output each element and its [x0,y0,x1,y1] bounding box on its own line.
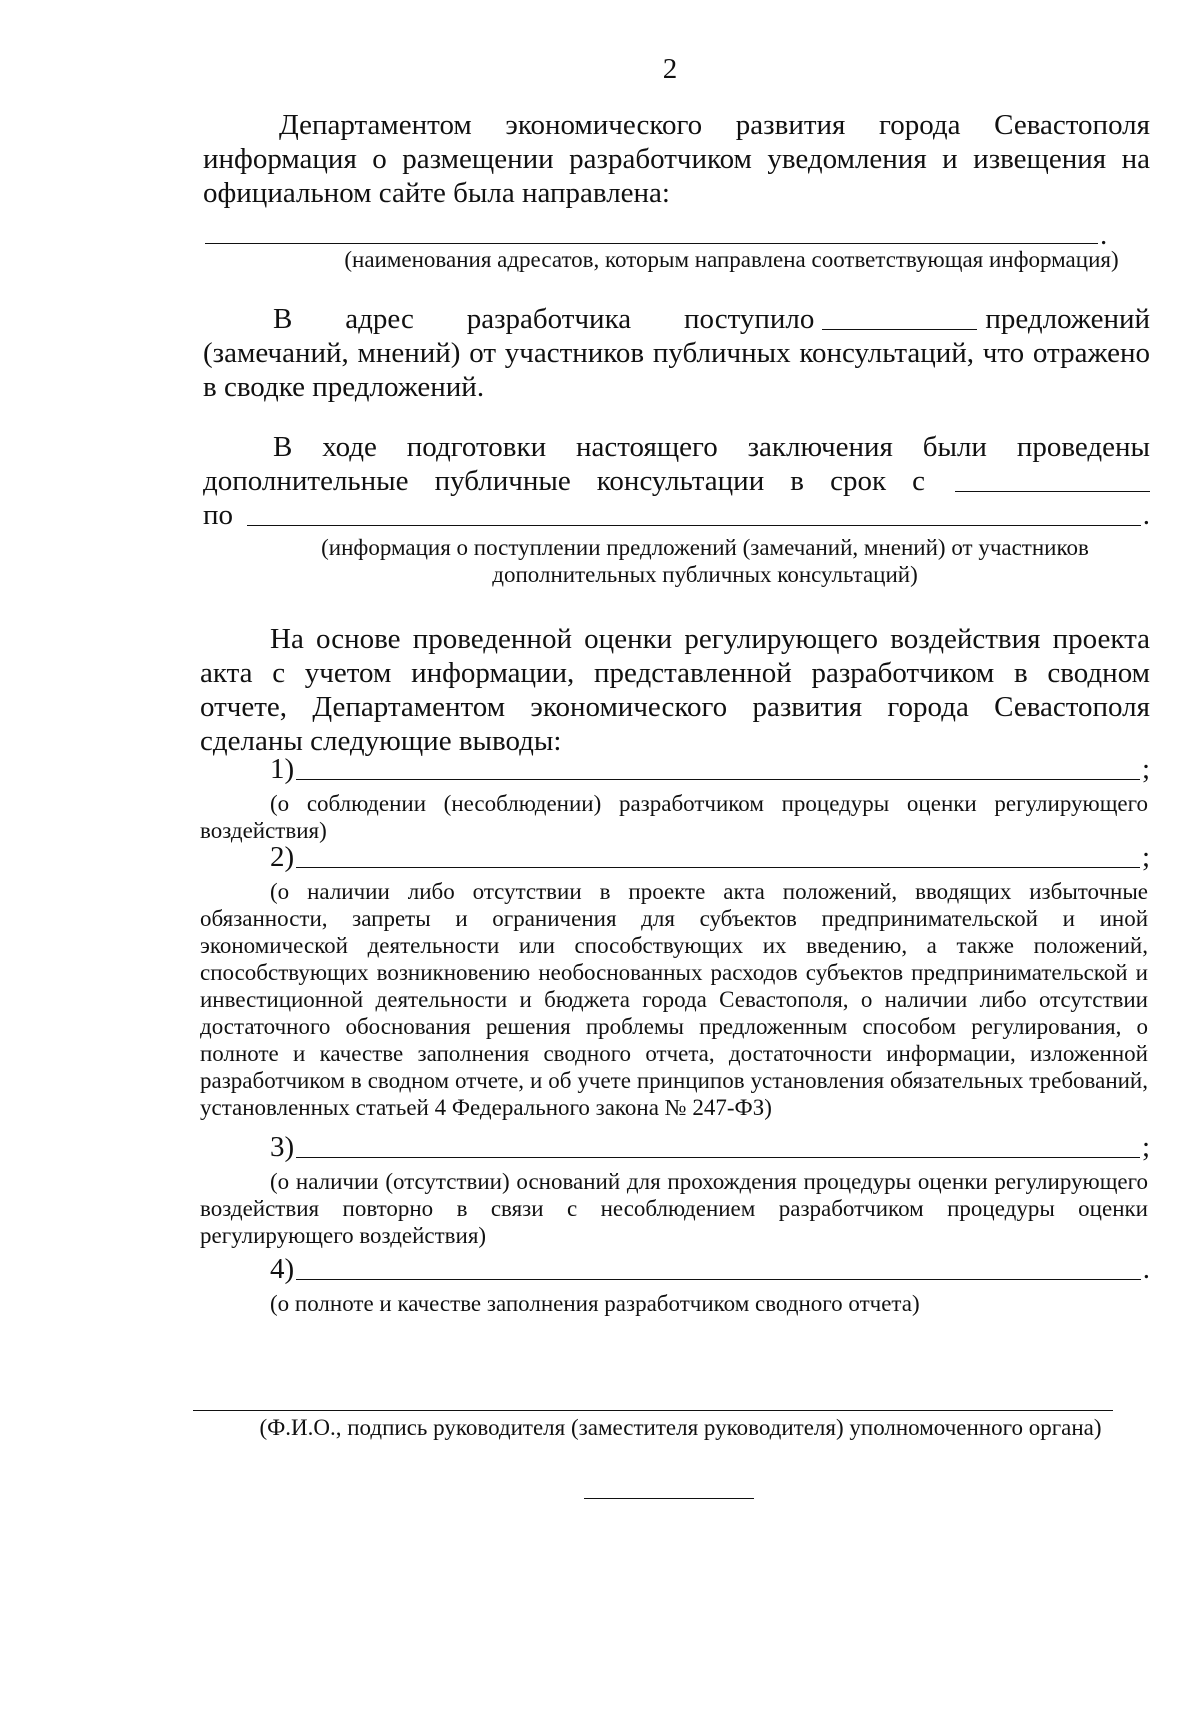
paragraph-proposals-rest: (замечаний, мнений) от участников публичных консультаций, что отражено в сводке предложений. [203,337,1150,403]
blank-date-from [955,490,1150,492]
signature-caption: (Ф.И.О., подпись руководителя (заместителя руководителя) уполномоченного органа) [259,1415,1102,1440]
paragraph-additional-consultations-line2 [203,464,1150,498]
conclusion-1-number: 1) [270,753,295,785]
conclusion-3-number: 3) [270,1131,295,1163]
conclusion-1-line [270,752,1150,786]
p3-line3-end: . [1142,499,1150,531]
end-separator-line [584,1498,754,1499]
blank-date-to [247,524,1141,526]
conclusion-3-end: ; [1141,1131,1150,1163]
p2-word-3: разработчика [466,303,632,335]
conclusion-4-blank [296,1278,1141,1280]
p2-word-1: В [273,303,293,335]
conclusion-4-number: 4) [270,1253,295,1285]
blank-line-addressees [205,243,1098,244]
conclusion-2-number: 2) [270,841,295,873]
conclusion-1-caption: (о соблюдении (несоблюдении) разработчиком процедуры оценки регулирующего воздействия) [200,791,1148,843]
p3-line2-text: дополнительные публичные консультации в срок с [203,465,925,497]
page-number: 2 [662,53,678,85]
caption-additional-consultations: (информация о поступлении предложений (замечаний, мнений) от участников дополнительных публичных консультаций) [321,535,1089,587]
p2-word-4: поступило [683,303,815,335]
conclusion-4-line [270,1252,1150,1286]
conclusion-3-caption: (о наличии (отсутствии) оснований для прохождения процедуры оценки регулирующего воздействия повторно в связи с несоблюдением разработчиком процедуры оценки регулирующего воздействия) [200,1169,1148,1248]
paragraph-info-sent: Департаментом экономического развития города Севастополя информация о размещении разработчиком уведомления и извещения на официальном сайте была направлена: [203,109,1150,209]
paragraph-proposals-line1 [203,302,1150,336]
conclusion-3-line [270,1130,1150,1164]
p3-line3-prefix: по [203,499,234,531]
conclusion-1-end: ; [1141,753,1150,785]
conclusion-2-line [270,840,1150,874]
blank-line-end-mark: . [1100,219,1108,251]
conclusion-2-blank [296,866,1140,868]
blank-proposals-count [822,328,977,330]
paragraph-conclusions-intro: На основе проведенной оценки регулирующего воздействия проекта акта с учетом информации, представленной разработчиком в сводном отчете, Департаментом экономического развития города Севастополя сделаны следующие выводы: [200,623,1150,757]
caption-addressees: (наименования адресатов, которым направлена соответствующая информация) [344,247,1119,272]
paragraph-additional-consultations-line1: В ходе подготовки настоящего заключения были проведены [273,431,1150,463]
conclusion-4-caption: (о полноте и качестве заполнения разработчиком сводного отчета) [270,1291,920,1316]
p2-word-2: адрес [345,303,414,335]
conclusion-2-end: ; [1141,841,1150,873]
paragraph-additional-consultations-line3 [203,498,1150,532]
conclusion-1-blank [296,778,1140,780]
conclusion-4-end: . [1142,1253,1150,1285]
signature-line [193,1410,1113,1411]
conclusion-3-blank [296,1156,1140,1158]
p2-line1-tail: предложений [985,303,1151,335]
conclusion-2-caption: (о наличии либо отсутствии в проекте акта положений, вводящих избыточные обязанности, запреты и ограничения для субъектов предпринимательской и иной экономической деятельности или способствующих их введению, а также положений, способствующих возникновению необоснованных расходов субъектов предпринимательской и инвестиционной деятельности и бюджета города Севастополя, о наличии либо отсутствии достаточного обоснования решения проблемы предложенным способом регулирования, о полноте и качестве заполнения сводного отчета, достаточности информации, изложенной разработчиком в сводном отчете, и об учете принципов установления обязательных требований, установленных статьей 4 Федерального закона № 247-ФЗ) [200,879,1148,1120]
